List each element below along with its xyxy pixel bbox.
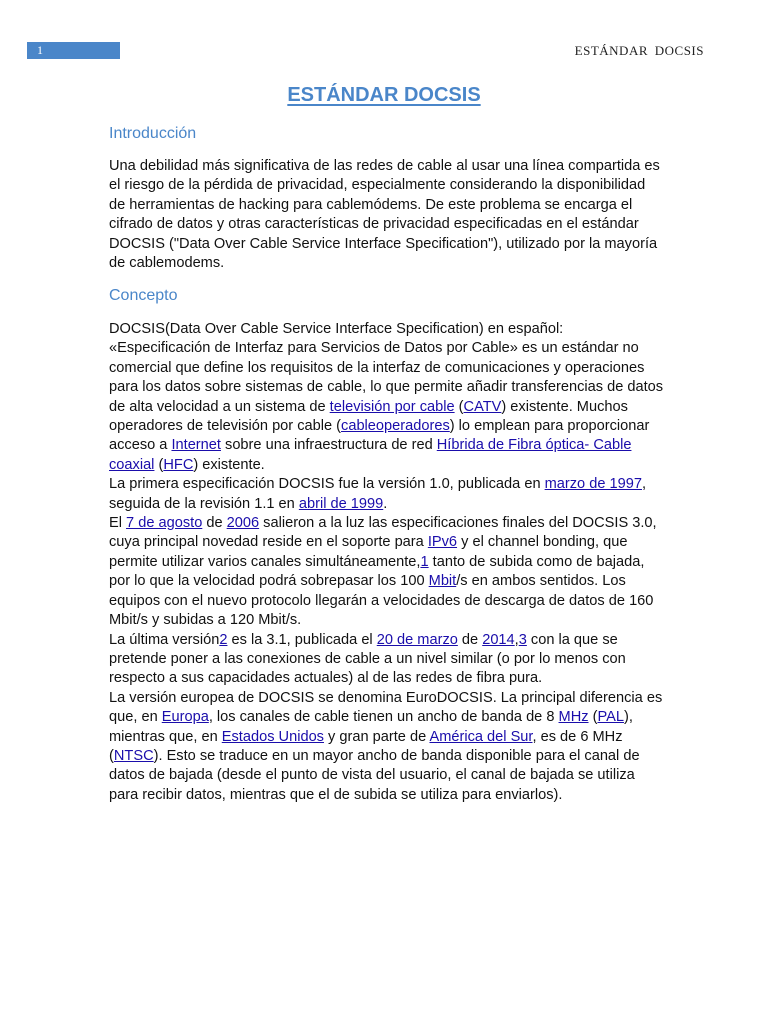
text-span: La última versión	[109, 631, 220, 648]
link-estados-unidos[interactable]: Estados Unidos	[221, 728, 324, 745]
concepto-paragraph-1	[109, 320, 664, 475]
text-span: de	[457, 631, 483, 648]
link-mhz[interactable]: MHz	[558, 709, 589, 726]
text-span: /s en ambos sentidos. Los equipos con el nuevo protocolo llegarán a velocidades de descarga de datos de 160 Mbit/s y subidas a 120 Mbit/s.	[109, 573, 654, 629]
link-hibrida-fibra-coaxial[interactable]: Híbrida de Fibra óptica- Cable coaxial	[109, 437, 632, 473]
heading-concepto: Concepto	[109, 287, 178, 304]
text-span: ). Esto se traduce en un mayor ancho de banda disponible para el canal de datos de bajada (desde el punto de vista del usuario, el canal de bajada se utiliza para recibir datos, mientras que el de subida se utiliza para enviarlos).	[109, 747, 640, 803]
concepto-body	[109, 320, 664, 805]
text-span: y gran parte de	[323, 728, 430, 745]
page-number: 1	[27, 42, 120, 59]
intro-text: Una debilidad más significativa de las redes de cable al usar una línea compartida es el riesgo de la pérdida de privacidad, especialmente considerando la disponibilidad de herramientas de hacking para cablemódems. De este problema se encarga el cifrado de datos y otras características de privacidad especificadas en el estándar DOCSIS ("Data Over Cable Service Interface Specification"), utilizado por la mayoría de cablemodems.	[109, 158, 660, 272]
text-span: DOCSIS(Data Over Cable Service Interface Specification) en español: «Especificación de Interfaz para Servicios de Datos por Cable» es un estándar no comercial que define los requisitos de la interfaz de comunicaciones y operaciones para los datos sobre sistemas de cable, lo que permite añadir transferencias de datos de alta velocidad a un sistema de	[109, 321, 664, 415]
text-span: (	[154, 456, 164, 473]
text-span: y el channel bonding, que permite utilizar varios canales simultáneamente,	[109, 534, 628, 570]
link-7-agosto[interactable]: 7 de agosto	[126, 515, 203, 532]
running-header-title: ESTÁNDAR DOCSIS	[574, 43, 704, 58]
link-ref-2[interactable]: 2	[219, 631, 228, 648]
link-internet[interactable]: Internet	[171, 437, 221, 454]
link-abril-1999[interactable]: abril de 1999	[298, 495, 384, 512]
text-span: con la que se pretende poner a las conexiones de cable a un nivel similar (o por lo menos con respecto a sus capacidades actuales) al de las redes de fibra pura.	[109, 631, 626, 687]
text-span: de	[202, 515, 227, 532]
text-span: tanto de subida como de bajada, por lo que la velocidad podrá sobrepasar los 100	[109, 553, 645, 590]
link-2006[interactable]: 2006	[226, 515, 260, 532]
link-2014[interactable]: 2014	[482, 631, 515, 648]
link-20-marzo[interactable]: 20 de marzo	[376, 631, 458, 648]
link-hfc[interactable]: HFC	[163, 456, 194, 473]
link-america-del-sur[interactable]: América del Sur	[429, 728, 533, 745]
text-span: (	[588, 709, 598, 726]
text-span: La versión europea de DOCSIS se denomina EuroDOCSIS. La principal diferencia es que, en	[109, 689, 663, 726]
text-span: , seguida de la revisión 1.1 en	[109, 476, 647, 512]
text-span: , los canales de cable tienen un ancho de banda de 8	[208, 709, 559, 726]
link-pal[interactable]: PAL	[597, 709, 624, 726]
text-span: El	[109, 515, 127, 532]
concepto-paragraph-5	[109, 689, 664, 805]
link-ipv6[interactable]: IPv6	[427, 534, 458, 551]
link-catv[interactable]: CATV	[463, 398, 502, 415]
text-span: ,	[514, 631, 519, 648]
text-span: (	[454, 398, 464, 415]
link-ntsc[interactable]: NTSC	[113, 747, 154, 764]
text-span: ) existente.	[193, 456, 265, 473]
text-span: La primera especificación DOCSIS fue la versión 1.0, publicada en	[109, 476, 545, 493]
heading-introduccion: Introducción	[109, 125, 197, 142]
link-europa[interactable]: Europa	[161, 709, 209, 726]
text-span: , es de 6 MHz (	[109, 728, 623, 764]
link-mbit[interactable]: Mbit	[428, 573, 457, 590]
concepto-paragraph-4	[109, 631, 664, 689]
text-span: es la 3.1, publicada el	[227, 631, 377, 648]
link-cableoperadores[interactable]: cableoperadores	[341, 418, 450, 435]
concepto-paragraph-3	[109, 514, 664, 630]
text-span: ), mientras que, en	[109, 709, 633, 745]
intro-paragraph	[109, 157, 664, 273]
link-television-por-cable[interactable]: televisión por cable	[329, 398, 455, 415]
text-span: .	[383, 495, 388, 512]
text-span: sobre una infraestructura de red	[220, 437, 437, 454]
text-span: ) existente. Muchos operadores de televisión por cable (	[109, 398, 628, 435]
document-title: ESTÁNDAR DOCSIS	[287, 84, 481, 106]
link-ref-3[interactable]: 3	[518, 631, 527, 648]
concepto-paragraph-2	[109, 475, 664, 514]
link-marzo-1997[interactable]: marzo de 1997	[544, 476, 642, 493]
text-span: ) lo emplean para proporcionar acceso a	[109, 418, 650, 454]
link-ref-1[interactable]: 1	[420, 553, 429, 570]
text-span: salieron a la luz las especificaciones finales del DOCSIS 3.0, cuya principal novedad reside en el soporte para	[109, 515, 657, 551]
